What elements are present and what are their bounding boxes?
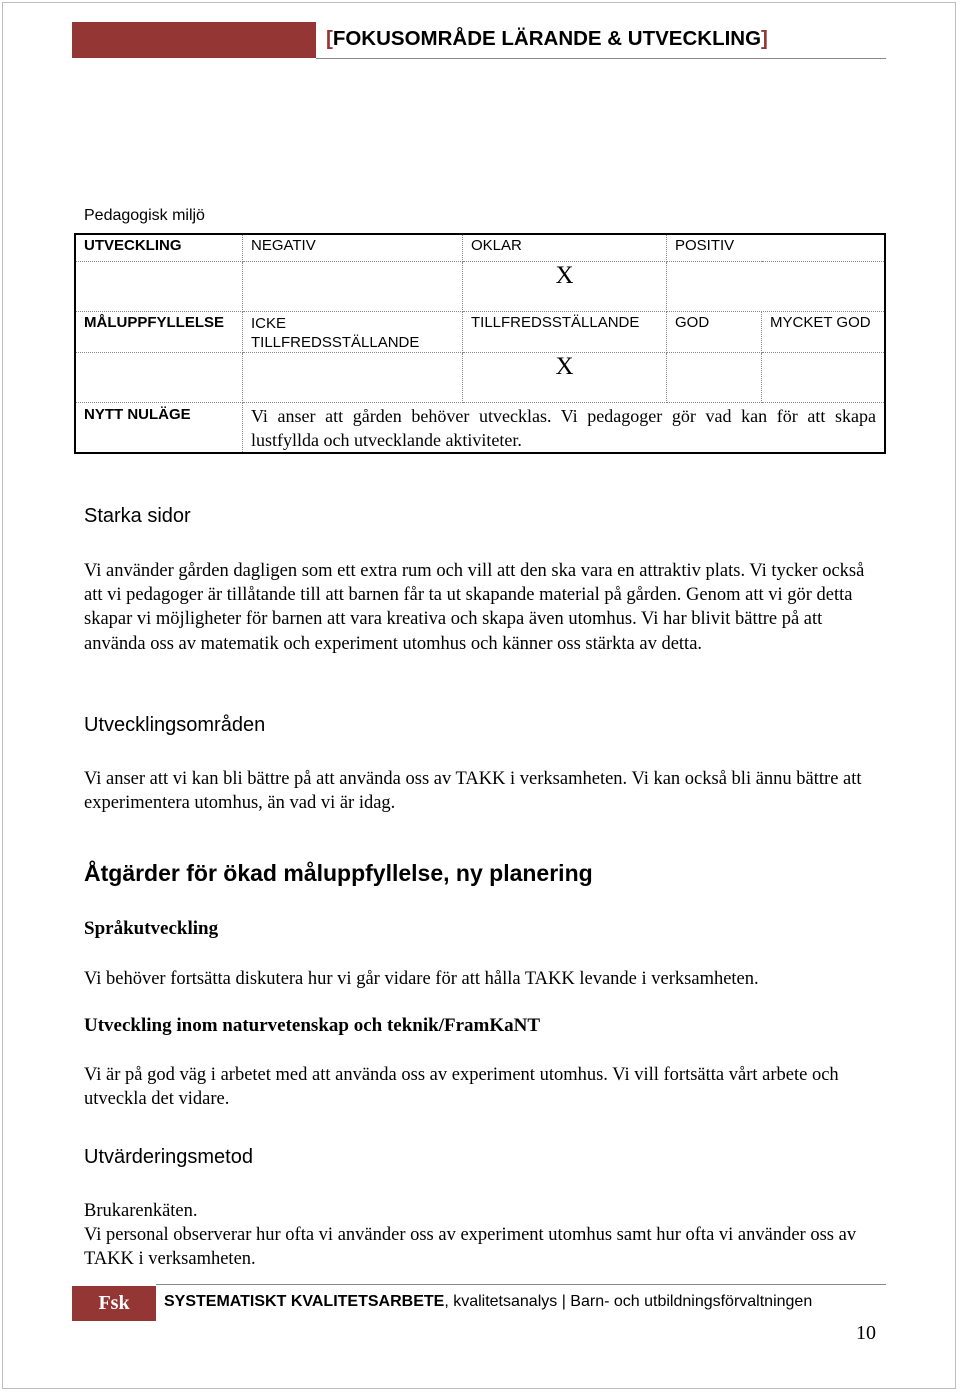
evaluation-line-1: Brukarenkäten. — [84, 1201, 198, 1221]
naturvetenskap-text: Vi är på god väg i arbetet med att använda oss av experiment utomhus. Vi vill fortsätta vårt arbete och utveckla det vidare. — [84, 1065, 839, 1110]
col-positiv: POSITIV — [667, 234, 886, 262]
table-row — [75, 312, 885, 353]
table-row — [75, 403, 885, 454]
evaluation-table — [74, 233, 886, 454]
mark-tillfredsstallande: X — [463, 353, 667, 403]
footer-logo: Fsk — [72, 1286, 156, 1321]
col-god: GOD — [667, 312, 762, 353]
evaluation-heading: Utvärderingsmetod — [84, 1146, 253, 1168]
row-label-maluppfyllelse: MÅLUPPFYLLELSE — [75, 312, 243, 353]
row-label-utveckling: UTVECKLING — [75, 234, 243, 262]
row-label-nytt-nulage: NYTT NULÄGE — [75, 403, 243, 454]
development-text: Vi anser att vi kan bli bättre på att använda oss av TAKK i verksamheten. Vi kan också bli ännu bättre att experimentera utomhus, än vad vi är idag. — [84, 769, 862, 814]
sprakutveckling-text: Vi behöver fortsätta diskutera hur vi går vidare för att hålla TAKK levande i verksamheten. — [84, 969, 759, 989]
strengths-text: Vi använder gården dagligen som ett extra rum och vill att den ska vara en attraktiv plats. Vi tycker också att vi pedagoger är tillåtande till att barnen får ta ut skapande material på gården. Genom att vi gör detta skapar vi möjligheter för barnen att vara kreativa och skapa även utomhus. Vi har blivit bättre på att använda oss av matematik och experiment utomhus och känner oss stärkta av detta. — [84, 561, 865, 654]
table-row — [75, 234, 885, 262]
table-row — [75, 262, 885, 312]
col-tillfredsstallande: TILLFREDSSTÄLLANDE — [463, 312, 667, 353]
nytt-nulage-text: Vi anser att gården behöver utvecklas. Vi pedagoger gör vad kan för att skapa lustfyllda och utvecklande aktiviteter. — [243, 403, 886, 454]
col-mycket-god: MYCKET GOD — [762, 312, 886, 353]
col-oklar: OKLAR — [463, 234, 667, 262]
mark-oklar: X — [463, 262, 667, 312]
strengths-heading: Starka sidor — [84, 505, 191, 527]
footer-text: SYSTEMATISKT KVALITETSARBETE, kvalitetsanalys | Barn- och utbildningsförvaltningen — [164, 1293, 813, 1310]
header-color-block — [72, 22, 316, 58]
footer-rule — [156, 1284, 886, 1285]
header-title: [FOKUSOMRÅDE LÄRANDE & UTVECKLING] — [326, 27, 768, 50]
development-heading: Utvecklingsområden — [84, 714, 266, 736]
table-row — [75, 353, 885, 403]
evaluation-text: Vi personal observerar hur ofta vi använder oss av experiment utomhus samt hur ofta vi använder oss av TAKK i verksamheten. — [84, 1225, 857, 1270]
naturvetenskap-heading: Utveckling inom naturvetenskap och teknik/FramKaNT — [84, 1015, 541, 1036]
header-rule — [316, 58, 886, 59]
col-icke-tillfredsstallande: ICKE TILLFREDSSTÄLLANDE — [243, 312, 463, 353]
col-negativ: NEGATIV — [243, 234, 463, 262]
page-number: 10 — [856, 1322, 876, 1344]
sprakutveckling-heading: Språkutveckling — [84, 918, 219, 939]
actions-heading: Åtgärder för ökad måluppfyllelse, ny planering — [84, 860, 593, 886]
section-label: Pedagogisk miljö — [84, 207, 205, 224]
